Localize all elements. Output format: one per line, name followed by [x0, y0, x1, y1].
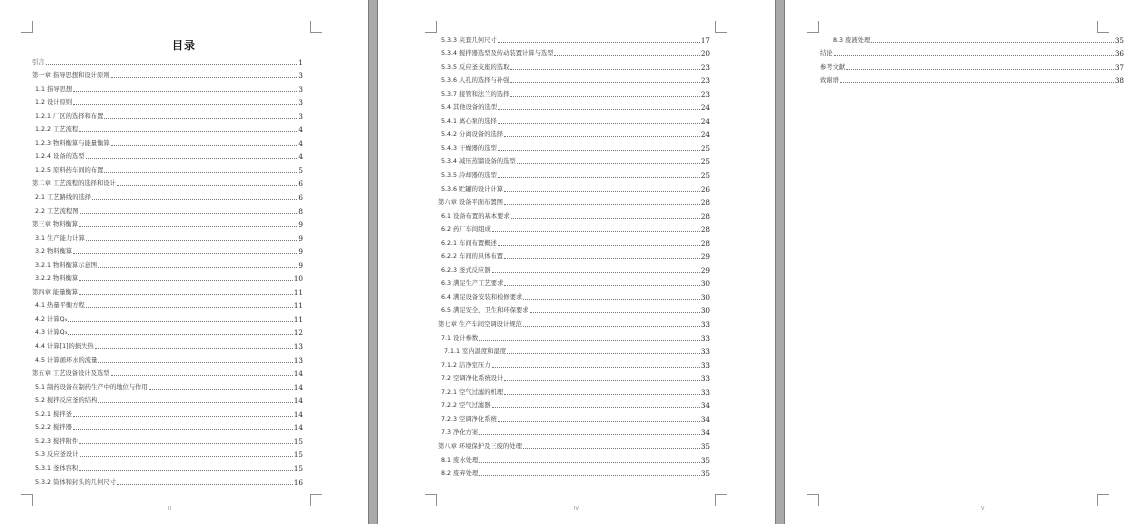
toc-entry-title: 1.1 指导思想: [35, 85, 73, 93]
toc-entry-page: 34: [700, 401, 710, 411]
toc-entry[interactable]: [32, 256, 303, 270]
dot-leader: [111, 145, 298, 146]
toc-entry[interactable]: [438, 410, 710, 424]
toc-entry-title: 5.3.2 筒体和封头的几何尺寸: [35, 478, 116, 486]
toc-entry-page: 3: [298, 71, 303, 81]
dot-leader: [98, 402, 292, 403]
toc-entry[interactable]: [32, 53, 303, 67]
toc-entry[interactable]: [32, 337, 303, 351]
toc-entry-page: 30: [700, 292, 710, 302]
toc-entry-page: 33: [700, 360, 710, 370]
dot-leader: [498, 421, 700, 422]
toc-entry[interactable]: [32, 148, 303, 162]
toc-entry[interactable]: [438, 397, 710, 411]
toc-entry[interactable]: [438, 451, 710, 465]
dot-leader: [73, 416, 293, 417]
page-gap-2: [775, 0, 785, 524]
toc-entry-title: 第八章 环境保护及三废的处理: [438, 442, 522, 450]
toc-entry[interactable]: [438, 356, 710, 370]
toc-entry-title: 7.1 设计参数: [441, 334, 479, 342]
toc-entry-title: 5.2.1 搅拌釜: [35, 410, 72, 418]
toc-entry[interactable]: [438, 126, 710, 140]
toc-entry-title: 7.2 空调净化系统设计: [441, 375, 504, 383]
toc-entry-title: 1.2 设计原则: [35, 99, 73, 107]
toc-entry-page: 28: [700, 198, 710, 208]
toc-entry[interactable]: [32, 188, 303, 202]
toc-entry-page: 23: [700, 76, 710, 86]
toc-entry-page: 6: [298, 193, 303, 203]
dot-leader: [111, 77, 298, 78]
toc-entry-title: 6.2 药厂车间组成: [441, 226, 491, 234]
toc-entry-page: 25: [700, 171, 710, 181]
toc-entry[interactable]: [438, 437, 710, 451]
dot-leader: [530, 312, 700, 313]
toc-entry[interactable]: [438, 45, 710, 59]
dot-leader: [98, 267, 297, 268]
toc-entry[interactable]: [32, 202, 303, 216]
toc-entry-page: 28: [700, 225, 710, 235]
dot-leader: [846, 69, 1114, 70]
toc-entry-page: 15: [293, 463, 303, 473]
toc-entry-title: 5.2 搅拌反应釜的结构: [35, 397, 98, 405]
toc-entry[interactable]: [438, 194, 710, 208]
toc-entry-page: 23: [700, 62, 710, 72]
dot-leader: [73, 91, 297, 92]
toc-entry-page: 37: [1114, 62, 1124, 72]
toc-entry-title: 3.1 生产能力计算: [35, 234, 85, 242]
toc-entry[interactable]: [438, 383, 710, 397]
dot-leader: [510, 69, 699, 70]
dot-leader: [79, 131, 297, 132]
toc-entry-title: 第三章 物料衡算: [32, 221, 79, 229]
toc-entry-title: 7.2.2 空气过滤器: [441, 402, 491, 410]
toc-entry-title: 第一章 指导思想和设计原则: [32, 72, 110, 80]
dot-leader: [504, 394, 700, 395]
toc-entry-title: 8.3 废液处理: [833, 36, 871, 44]
toc-entry[interactable]: [32, 365, 303, 379]
toc-entry-title: 1.2.1 厂区的选择和布置: [35, 112, 104, 120]
crop-mark: [310, 21, 322, 33]
toc-entry-page: 23: [700, 89, 710, 99]
crop-mark: [715, 494, 727, 506]
toc-entry-title: 5.1 制药设备在制药生产中的地位与作用: [35, 383, 148, 391]
toc-entry-title: 7.2.3 空调净化系统: [441, 415, 497, 423]
toc-entry-page: 3: [298, 84, 303, 94]
toc-entry-title: 5.4 其他设备的选型: [441, 104, 498, 112]
dot-leader: [86, 307, 293, 308]
crop-mark: [21, 494, 33, 506]
toc-entry[interactable]: [32, 310, 303, 324]
toc-entry[interactable]: [438, 31, 710, 45]
toc-entry-title: 第二章 工艺流程的选择和设计: [32, 180, 116, 188]
toc-entry-title: 6.3 满足生产工艺要求: [441, 280, 504, 288]
toc-entry-page: 4: [298, 125, 303, 135]
page-number: IV: [574, 506, 579, 512]
dot-leader: [111, 375, 293, 376]
toc-entry-title: 8.2 废弃处理: [441, 470, 479, 478]
dot-leader: [498, 177, 700, 178]
toc-entry[interactable]: [32, 243, 303, 257]
toc-entry-page: 11: [293, 287, 303, 297]
toc-entry-title: 5.3.7 接管和法兰的选择: [441, 90, 510, 98]
dot-leader: [68, 334, 293, 335]
dot-leader: [498, 42, 700, 43]
dot-leader: [492, 272, 700, 273]
toc-entry[interactable]: [438, 58, 710, 72]
toc-entry-page: 4: [298, 138, 303, 148]
dot-leader: [510, 96, 699, 97]
toc-entry-title: 5.3.4 减压蒸馏设备的选型: [441, 158, 516, 166]
document-page-3: [785, 0, 1128, 524]
toc-entry-title: 4.4 计算[1]的损失热: [35, 343, 94, 351]
toc-entry[interactable]: [32, 297, 303, 311]
toc-entry-page: 20: [700, 49, 710, 59]
dot-leader: [840, 82, 1114, 83]
toc-entry-title: 引言: [32, 58, 45, 66]
toc-entry-page: 11: [293, 314, 303, 324]
toc-entry-page: 35: [700, 469, 710, 479]
toc-entry[interactable]: [32, 121, 303, 135]
dot-leader: [504, 191, 700, 192]
toc-entry[interactable]: [820, 58, 1124, 72]
toc-entry[interactable]: [438, 112, 710, 126]
page-number: II: [168, 506, 171, 512]
toc-entry-page: 3: [298, 111, 303, 121]
dot-leader: [492, 367, 700, 368]
toc-entry-title: 5.4.3 干燥器的选型: [441, 144, 497, 152]
toc-entry-page: 11: [293, 301, 303, 311]
crop-mark: [807, 21, 819, 33]
dot-leader: [79, 294, 293, 295]
dot-leader: [498, 109, 700, 110]
dot-leader: [79, 280, 293, 281]
toc-entry-page: 33: [700, 333, 710, 343]
dot-leader: [92, 199, 297, 200]
toc-entry-title: 6.5 满足安全、卫生和环保要求: [441, 307, 529, 315]
toc-entry-title: 7.1.1 室内温度和湿度: [444, 348, 507, 356]
dot-leader: [492, 407, 700, 408]
toc-entry-title: 6.2.2 车间的具体布置: [441, 253, 504, 261]
dot-leader: [149, 389, 293, 390]
toc-entry[interactable]: [438, 465, 710, 479]
toc-entry[interactable]: [32, 107, 303, 121]
toc-entry-title: 6.2.1 车间布置概述: [441, 239, 497, 247]
toc-entry-title: 5.3.5 反应釜支座的选取: [441, 63, 510, 71]
toc-entry-page: 14: [293, 423, 303, 433]
toc-entry-title: 7.1.2 洁净室压力: [441, 361, 491, 369]
toc-entry[interactable]: [32, 446, 303, 460]
toc-entry[interactable]: [32, 94, 303, 108]
dot-leader: [504, 136, 700, 137]
crop-mark: [807, 494, 819, 506]
toc-entry-title: 2.2 工艺流程图: [35, 207, 79, 215]
toc-entry[interactable]: [438, 302, 710, 316]
toc-entry-page: 34: [700, 428, 710, 438]
crop-mark: [21, 21, 33, 33]
dot-leader: [73, 253, 297, 254]
toc-entry[interactable]: [438, 72, 710, 86]
toc-entry-page: 14: [293, 396, 303, 406]
dot-leader: [479, 462, 700, 463]
toc-entry-page: 24: [700, 116, 710, 126]
toc-list: [438, 31, 710, 478]
toc-entry[interactable]: [32, 134, 303, 148]
toc-entry[interactable]: [32, 270, 303, 284]
dot-leader: [86, 240, 298, 241]
toc-entry[interactable]: [438, 85, 710, 99]
dot-leader: [479, 340, 700, 341]
toc-entry[interactable]: [32, 459, 303, 473]
toc-entry-title: 1.2.4 设备的选型: [35, 153, 85, 161]
toc-entry-title: 6.2.3 釜式反应器: [441, 266, 491, 274]
dot-leader: [79, 470, 293, 471]
dot-leader: [46, 64, 298, 65]
toc-entry-page: 1: [298, 57, 303, 67]
toc-entry[interactable]: [32, 67, 303, 81]
toc-entry[interactable]: [32, 351, 303, 365]
toc-entry[interactable]: [820, 45, 1124, 59]
crop-mark: [1097, 494, 1109, 506]
toc-entry-page: 30: [700, 279, 710, 289]
toc-entry-title: 5.4.2 分离设备的选择: [441, 131, 504, 139]
toc-entry-page: 9: [298, 220, 303, 230]
dot-leader: [104, 118, 297, 119]
toc-entry[interactable]: [32, 473, 303, 487]
toc-entry-title: 5.3.6 人孔的选择与补强: [441, 77, 510, 85]
toc-entry-title: 结论: [820, 50, 833, 58]
toc-entry[interactable]: [32, 324, 303, 338]
toc-entry-title: 5.3.5 冷却器的选型: [441, 172, 497, 180]
dot-leader: [523, 299, 700, 300]
toc-entry-title: 6.1 设备布置的基本要求: [441, 212, 510, 220]
toc-entry-page: 6: [298, 179, 303, 189]
toc-entry-page: 16: [293, 477, 303, 487]
toc-entry-page: 24: [700, 103, 710, 113]
toc-entry-page: 15: [293, 450, 303, 460]
toc-entry-title: 7.2.1 空气过滤的机理: [441, 388, 504, 396]
dot-leader: [117, 484, 293, 485]
toc-entry[interactable]: [820, 72, 1124, 86]
toc-entry[interactable]: [32, 80, 303, 94]
toc-entry-page: 13: [293, 342, 303, 352]
toc-entry[interactable]: [438, 207, 710, 221]
dot-leader: [504, 285, 699, 286]
toc-entry-page: 8: [298, 206, 303, 216]
toc-entry-page: 9: [298, 247, 303, 257]
toc-entry-page: 14: [293, 369, 303, 379]
toc-entry-page: 14: [293, 409, 303, 419]
toc-entry[interactable]: [438, 166, 710, 180]
crop-mark: [425, 21, 437, 33]
toc-entry[interactable]: [438, 370, 710, 384]
dot-leader: [498, 150, 700, 151]
toc-entry[interactable]: [32, 216, 303, 230]
toc-entry-title: 1.2.3 物料衡算与能量衡算: [35, 139, 110, 147]
crop-mark: [310, 494, 322, 506]
toc-entry-page: 33: [700, 374, 710, 384]
toc-entry[interactable]: [438, 424, 710, 438]
toc-entry-title: 5.3.3 夹套几何尺寸: [441, 36, 497, 44]
toc-entry[interactable]: [438, 288, 710, 302]
toc-entry[interactable]: [438, 139, 710, 153]
dot-leader: [504, 258, 700, 259]
toc-entry-page: 12: [293, 328, 303, 338]
dot-leader: [492, 231, 700, 232]
toc-entry[interactable]: [32, 161, 303, 175]
dot-leader: [510, 82, 699, 83]
toc-entry-title: 1.2.5 原料药车间的布置: [35, 166, 104, 174]
toc-entry[interactable]: [32, 419, 303, 433]
dot-leader: [79, 443, 293, 444]
dot-leader: [479, 475, 700, 476]
toc-entry-page: 30: [700, 306, 710, 316]
toc-entry[interactable]: [32, 405, 303, 419]
toc-entry-title: 5.3.6 贮罐的设计计算: [441, 185, 504, 193]
dot-leader: [86, 158, 298, 159]
page-number: V: [981, 506, 985, 512]
dot-leader: [554, 55, 699, 56]
toc-entry[interactable]: [438, 153, 710, 167]
dot-leader: [498, 245, 700, 246]
toc-entry-page: 3: [298, 98, 303, 108]
dot-leader: [523, 448, 700, 449]
toc-entry-title: 8.1 废水处理: [441, 456, 479, 464]
toc-entry[interactable]: [438, 329, 710, 343]
toc-entry-title: 第四章 能量衡算: [32, 288, 79, 296]
toc-entry[interactable]: [438, 275, 710, 289]
toc-entry-title: 3.2.1 物料衡算示意图: [35, 261, 98, 269]
toc-entry-page: 38: [1114, 76, 1124, 86]
toc-entry[interactable]: [32, 392, 303, 406]
toc-entry-page: 33: [700, 320, 710, 330]
toc-title: 目录: [172, 39, 196, 52]
toc-entry-title: 4.2 计算Q₄: [35, 315, 68, 323]
dot-leader: [73, 104, 297, 105]
toc-entry[interactable]: [32, 175, 303, 189]
dot-leader: [68, 321, 293, 322]
toc-entry-title: 7.3 净化方案: [441, 429, 479, 437]
toc-entry-title: 6.4 满足设备安装和检修要求: [441, 293, 523, 301]
toc-entry-page: 14: [293, 382, 303, 392]
toc-entry-title: 第五章 工艺设备设计及选型: [32, 370, 110, 378]
toc-entry-page: 29: [700, 252, 710, 262]
toc-entry-page: 29: [700, 265, 710, 275]
dot-leader: [871, 42, 1114, 43]
toc-entry-page: 9: [298, 233, 303, 243]
toc-entry-title: 5.2.3 搅拌附件: [35, 437, 79, 445]
dot-leader: [73, 429, 293, 430]
dot-leader: [80, 213, 298, 214]
toc-entry[interactable]: [438, 221, 710, 235]
dot-leader: [95, 348, 293, 349]
toc-entry-page: 9: [298, 260, 303, 270]
toc-entry-page: 36: [1114, 49, 1124, 59]
dot-leader: [517, 163, 700, 164]
dot-leader: [79, 226, 297, 227]
dot-leader: [834, 55, 1114, 56]
toc-entry[interactable]: [32, 432, 303, 446]
toc-entry-title: 第六章 设备平面布置图: [438, 199, 503, 207]
toc-entry-page: 35: [700, 441, 710, 451]
toc-entry-title: 参考文献: [820, 63, 846, 71]
dot-leader: [104, 172, 297, 173]
dot-leader: [507, 353, 700, 354]
toc-entry-title: 3.2.2 物料衡算: [35, 275, 79, 283]
toc-entry-page: 24: [700, 130, 710, 140]
toc-entry-title: 5.4.1 离心泵的选择: [441, 117, 497, 125]
dot-leader: [511, 218, 700, 219]
dot-leader: [504, 380, 699, 381]
toc-entry-title: 致谢语: [820, 77, 839, 85]
toc-entry-page: 33: [700, 387, 710, 397]
toc-entry-title: 5.3.1 釜体容积: [35, 464, 79, 472]
toc-entry-title: 5.2.2 搅拌器: [35, 424, 72, 432]
toc-entry[interactable]: [438, 343, 710, 357]
toc-entry[interactable]: [820, 31, 1124, 45]
toc-entry-page: 13: [293, 355, 303, 365]
dot-leader: [479, 434, 700, 435]
toc-entry-page: 17: [700, 35, 710, 45]
crop-mark: [425, 494, 437, 506]
toc-entry-title: 4.5 计算循环水的流量: [35, 356, 98, 364]
toc-entry[interactable]: [438, 99, 710, 113]
toc-entry-page: 35: [1114, 35, 1124, 45]
toc-entry-page: 33: [700, 347, 710, 357]
toc-entry-page: 25: [700, 143, 710, 153]
dot-leader: [523, 326, 700, 327]
dot-leader: [504, 204, 700, 205]
toc-entry-page: 10: [293, 274, 303, 284]
crop-mark: [715, 21, 727, 33]
toc-entry-title: 2.1 工艺路线的选择: [35, 194, 92, 202]
toc-entry-title: 4.3 计算Q₃: [35, 329, 68, 337]
document-page-2: [378, 0, 775, 524]
toc-entry-page: 5: [298, 165, 303, 175]
toc-entry[interactable]: [32, 378, 303, 392]
toc-entry[interactable]: [438, 180, 710, 194]
toc-entry-page: 34: [700, 414, 710, 424]
toc-entry-page: 25: [700, 157, 710, 167]
toc-entry-page: 28: [700, 238, 710, 248]
toc-entry[interactable]: [32, 283, 303, 297]
dot-leader: [498, 123, 700, 124]
toc-entry-title: 5.3 反应釜设计: [35, 451, 79, 459]
toc-entry-page: 35: [700, 455, 710, 465]
toc-entry-page: 15: [293, 436, 303, 446]
toc-entry-title: 4.1 热量平衡方程: [35, 302, 85, 310]
dot-leader: [98, 362, 292, 363]
toc-list: [820, 31, 1124, 85]
dot-leader: [80, 456, 293, 457]
toc-entry-title: 1.2.2 工艺流程: [35, 126, 79, 134]
toc-entry[interactable]: [438, 248, 710, 262]
dot-leader: [117, 185, 298, 186]
document-page-1: [0, 0, 368, 524]
toc-entry-page: 4: [298, 152, 303, 162]
toc-entry[interactable]: [32, 229, 303, 243]
toc-entry-title: 5.3.4 搅拌器选型及传动装置计算与选型: [441, 50, 554, 58]
toc-list: [32, 53, 303, 487]
toc-entry-page: 28: [700, 211, 710, 221]
toc-entry[interactable]: [438, 315, 710, 329]
toc-entry-title: 3.2 物料衡算: [35, 248, 73, 256]
toc-entry-page: 26: [700, 184, 710, 194]
toc-entry[interactable]: [438, 261, 710, 275]
page-gap-1: [368, 0, 378, 524]
toc-entry-title: 第七章 生产车间空调设计规范: [438, 321, 522, 329]
toc-entry[interactable]: [438, 234, 710, 248]
